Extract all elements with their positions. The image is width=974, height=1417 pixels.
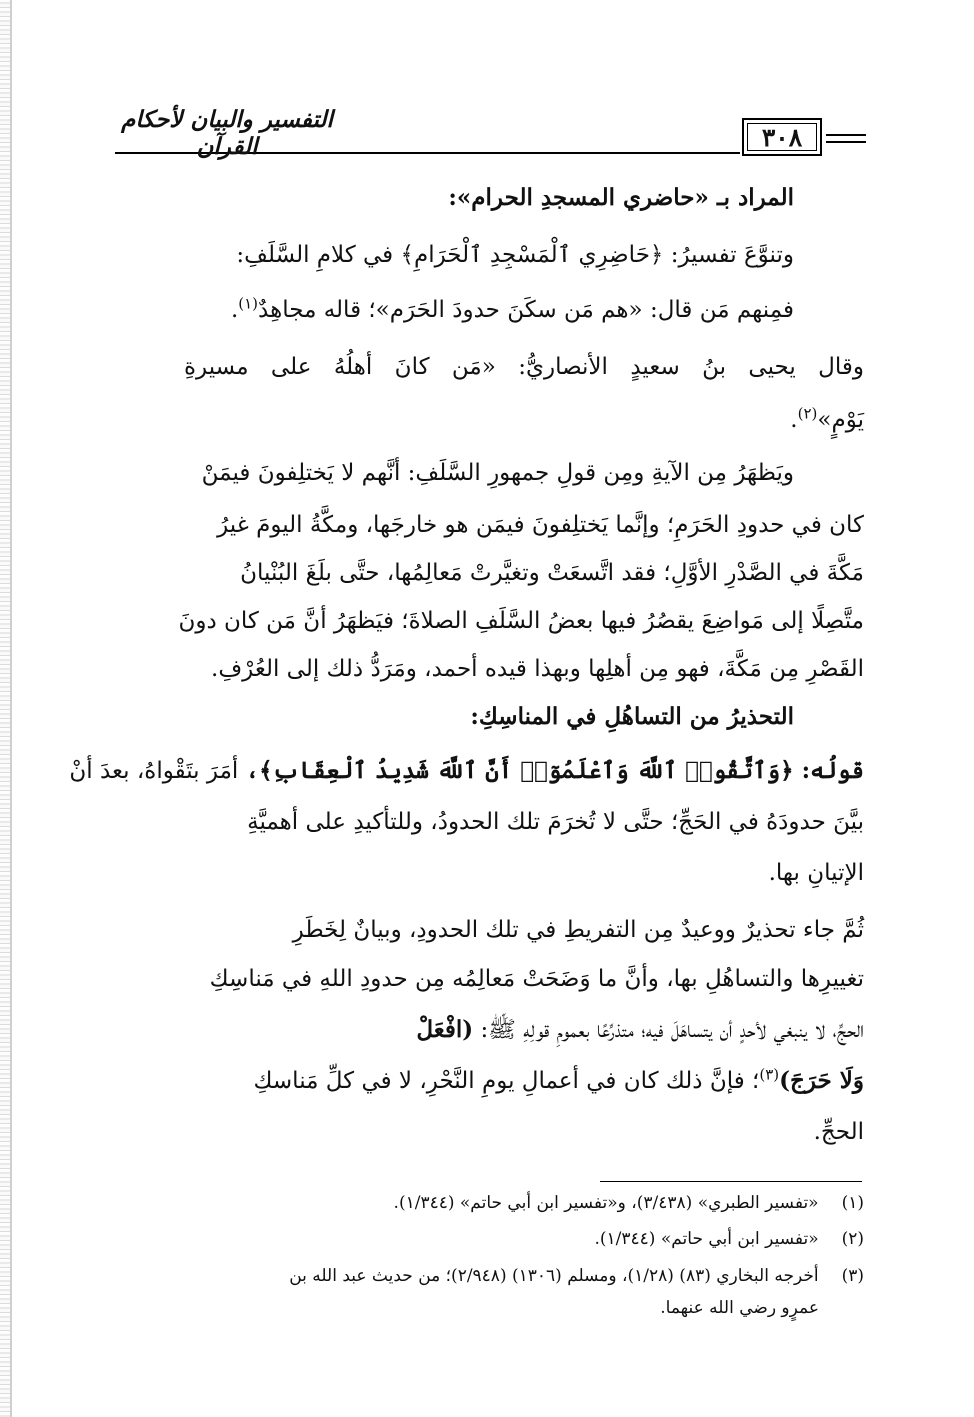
footnote-ref-2: (٢) (797, 404, 818, 423)
section-heading-1: المراد بـ «حاضري المسجدِ الحرام»: (448, 184, 794, 211)
paragraph-5-rest: أمَرَ بتَقْواهُ، بعدَ أنْ (69, 758, 246, 784)
scan-edge (0, 0, 10, 1417)
footnote-1 (394, 1193, 864, 1213)
footnote-ref-1: (١) (238, 294, 259, 313)
paragraph-2-text: فمِنهم مَن قال: «هم مَن سكَنَ حدودَ الحَرَم»؛ قاله مجاهِدٌ (258, 297, 794, 323)
paragraph-5-line-1 (69, 754, 864, 789)
paragraph-6-line-2: تغييرِها والتساهُلِ بها، وأنَّ ما وَضَحَتْ مَعالِمُه مِن حدودِ اللهِ في مَناسِكِ (209, 966, 864, 992)
paragraph-4-line-5: القَصْرِ مِن مَكَّةَ، فهو مِن أهلِها وبهذا قيده أحمد، ومَرَدُّ ذلك إلى العُرْفِ. (211, 656, 864, 682)
paragraph-4-line-1: ويَظهَرُ مِن الآيةِ ومِن قولِ جمهورِ السَّلَفِ: أنَّهم لا يَختلِفونَ فيمَنْ (201, 460, 794, 486)
paragraph-5-line-3: الإتيانِ بها. (768, 860, 864, 886)
paragraph-4-line-3: مَكَّةَ في الصَّدْرِ الأوَّلِ؛ فقد اتَّسعَتْ وتغيَّرتْ مَعالِمُها، حتَّى بلَغَ البُنْيانُ (240, 560, 864, 586)
hadith-quote-start: (افْعَلْ (416, 1016, 474, 1043)
paragraph-3-line-2-end: . (790, 407, 798, 433)
page-number: ٣٠٨ (761, 122, 803, 152)
paragraph-6-line-3 (416, 1013, 864, 1048)
paragraph-3-line-2 (790, 403, 864, 438)
footnote-2-number: (٢) (841, 1229, 864, 1249)
paragraph-6-line-3-text: الحجِّ، لا ينبغي لأحدٍ أن يتساهَلَ فيه؛ متذرِّعًا بعمومِ قولِهِ ﷺ: (480, 1017, 864, 1043)
paragraph-6-line-4 (254, 1064, 864, 1099)
header-rule-right (826, 134, 866, 136)
footnote-3 (289, 1266, 864, 1286)
footnote-3-text: أخرجه البخاري (٨٣) (١/٢٨)، ومسلم (١٣٠٦) (٢/٩٤٨)؛ من حديث عبد الله بن (289, 1266, 819, 1286)
paragraph-6-line-5: الحجِّ. (813, 1119, 864, 1145)
footnote-1-number: (١) (841, 1193, 864, 1213)
footnote-2-text: «تفسير ابن أبي حاتم» (١/٣٤٤). (594, 1229, 819, 1249)
paragraph-3-line-1: وقال يحيى بنُ سعيدٍ الأنصاريُّ: «مَن كانَ أهلُهُ على مسيرةِ (184, 354, 864, 380)
paragraph-2-end: . (230, 297, 239, 323)
header-rule-right-2 (826, 141, 866, 143)
footnote-ref-3: (٣) (759, 1065, 780, 1084)
section-heading-2: التحذيرُ من التساهُلِ في المناسِكِ: (470, 703, 794, 730)
paragraph-2 (231, 293, 794, 328)
paragraph-4-line-4: متَّصِلًا إلى مَواضِعَ يقصُرُ فيها بعضُ السَّلَفِ الصلاةَ؛ فيَظهَرُ أنَّ مَن كان دونَ (178, 608, 864, 634)
footnote-1-text: «تفسير الطبري» (٣/٤٣٨)، و«تفسير ابن أبي حاتم» (١/٣٤٤). (393, 1193, 819, 1213)
paragraph-6-line-1: ثُمَّ جاء تحذيرٌ ووعيدٌ مِن التفريطِ في تلك الحدودِ، وبيانٌ لِخَطَرِ (292, 917, 864, 943)
paragraph-5-line-2: بيَّنَ حدودَهُ في الحَجِّ؛ حتَّى لا تُخرَمَ تلك الحدودُ، وللتأكيدِ على أهميَّةِ (247, 809, 864, 835)
paragraph-4-line-2: كان في حدودِ الحَرَمِ؛ وإنَّما يَختلِفونَ فيمَن هو خارجَها، ومكَّةُ اليومَ غيرُ (217, 512, 864, 538)
page-number-box (742, 118, 822, 156)
hadith-quote-end: وَلَا حَرَجَ) (779, 1067, 864, 1094)
footnote-2 (594, 1229, 864, 1249)
footnote-3-continuation: عمرٍو رضي الله عنهما. (660, 1298, 819, 1318)
footnote-separator (600, 1181, 862, 1182)
paragraph-5-verse: قولُه: ﴿وَٱتَّقُوا۟ ٱللَّهَ وَٱعْلَمُوٓا۟ أَنَّ ٱللَّهَ شَدِيدُ ٱلْعِقَابِ﴾، (245, 757, 864, 784)
paragraph-1: وتنوَّعَ تفسيرُ: ﴿حَاضِرِي ٱلْمَسْجِدِ ٱلْحَرَامِ﴾ في كلامِ السَّلَفِ: (236, 242, 794, 268)
running-title: التفسير والبيان لأحكام القرآن (121, 106, 333, 160)
paragraph-6-line-4-rest: ؛ فإنَّ ذلك كان في أعمالِ يومِ النَّحْرِ، لا في كلِّ مَناسكِ (253, 1068, 760, 1094)
paragraph-3-line-2-text: يَوْمٍ» (817, 407, 864, 433)
footnote-3-number: (٣) (841, 1266, 864, 1286)
